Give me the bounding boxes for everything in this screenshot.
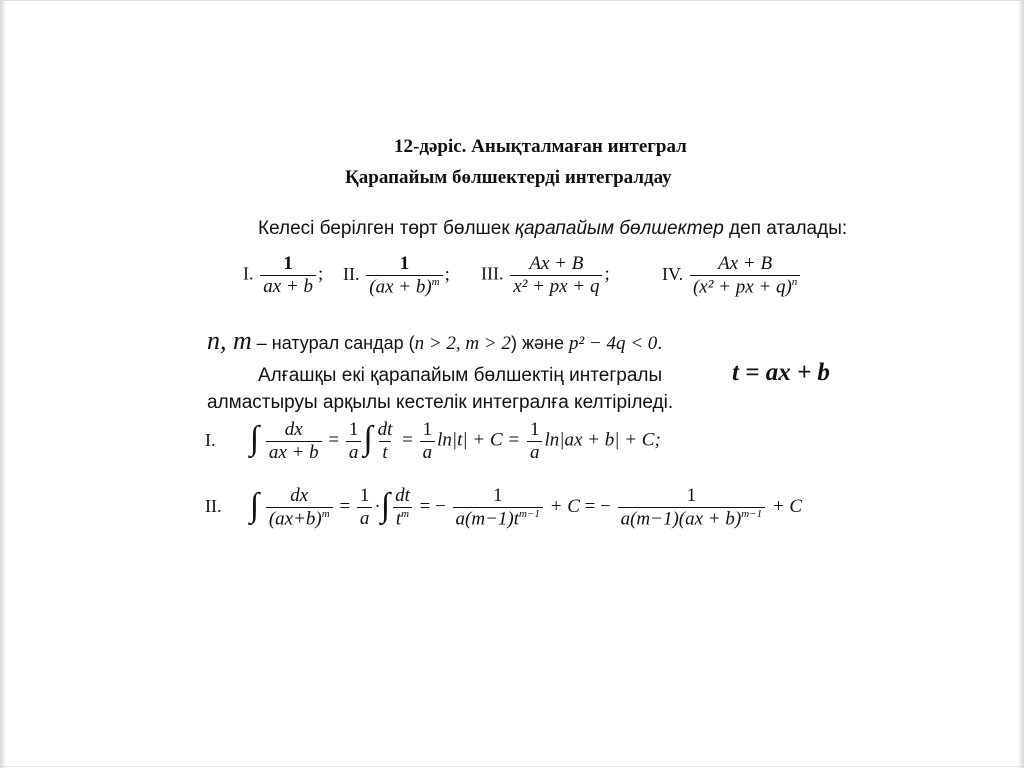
integral-sign: ∫ xyxy=(249,420,260,458)
formula-I xyxy=(205,419,661,464)
label-I: I. xyxy=(243,263,254,284)
formula-II-m: m xyxy=(321,507,330,520)
lecture-subtitle: Қарапайым бөлшектерді интегралдау xyxy=(345,167,672,188)
equals-minus-1: = − xyxy=(419,495,446,517)
right-shadow xyxy=(1018,1,1024,768)
condition-line xyxy=(207,326,662,356)
formula-II-dx: dx xyxy=(290,485,309,506)
formula-II-dt: dt xyxy=(395,485,410,506)
first-two-line1: Алғашқы екі қарапайым бөлшектің интегралы xyxy=(258,365,663,386)
formula-I-t: t xyxy=(379,441,390,464)
condition-text2: ) және xyxy=(510,333,569,353)
substitution: t = ax + b xyxy=(732,359,830,386)
formula-II-tm-exp: m xyxy=(401,507,410,520)
label-III: III. xyxy=(481,263,504,284)
formula-I-ln-t: ln|t| + C = xyxy=(437,429,521,451)
fraction-I-num: 1 xyxy=(283,253,293,274)
intro-after: деп аталады: xyxy=(723,218,848,239)
intro-emphasis: қарапайым бөлшектер xyxy=(514,218,724,239)
fraction-I-den: ax + b xyxy=(260,275,316,298)
integral-sign-4: ∫ xyxy=(380,486,391,524)
formula-I-label: I. xyxy=(205,429,216,450)
equals-3: = xyxy=(339,495,351,517)
formula-II-a: a xyxy=(357,507,373,530)
formula-I-a2: a xyxy=(420,441,436,464)
sep-II: ; xyxy=(444,263,450,285)
equals-2: = xyxy=(402,429,413,451)
formula-I-dt: dt xyxy=(377,419,393,440)
integral-sign-3: ∫ xyxy=(249,486,260,524)
formula-I-a: a xyxy=(346,441,362,464)
fraction-III-num: Ax + B xyxy=(529,253,584,274)
intro-before: Келесі берілген төрт бөлшек xyxy=(258,218,515,239)
condition-dot: . xyxy=(657,333,663,354)
fraction-II-num: 1 xyxy=(399,253,410,274)
condition-ineq2: p² − 4q < 0 xyxy=(568,333,658,354)
first-two-line2: алмастыруы арқылы кестелік интегралға келтіріледі. xyxy=(207,392,674,413)
formula-II-plus-c2: + C xyxy=(771,495,803,517)
label-II: II. xyxy=(343,263,360,284)
fraction-IV-num: Ax + B xyxy=(718,253,773,274)
integral-sign-2: ∫ xyxy=(363,420,373,458)
left-shadow xyxy=(0,1,6,768)
formula-II xyxy=(205,485,802,530)
formula-II-label: II. xyxy=(205,495,222,516)
formula-II-den2: a(m−1)t xyxy=(455,508,520,530)
formula-I-one-b: 1 xyxy=(422,419,433,440)
formula-I-ln-axb: ln|ax + b| + C; xyxy=(544,429,661,451)
fraction-IV xyxy=(662,253,802,298)
sep-III: ; xyxy=(604,263,610,285)
formula-I-one-a: 1 xyxy=(348,419,359,440)
dot-op: · xyxy=(374,495,381,517)
formula-II-den3-exp: m−1 xyxy=(741,507,763,520)
equals-minus-2: = − xyxy=(584,495,611,517)
lecture-title: 12-дәріс. Анықталмаған интеграл xyxy=(394,136,687,157)
formula-II-den1: (ax+b) xyxy=(268,508,322,530)
formula-II-one-c: 1 xyxy=(686,485,697,506)
condition-vars: n, m xyxy=(207,326,252,355)
formula-I-den: ax + b xyxy=(266,441,322,464)
formula-II-plus-c1: + C xyxy=(549,495,580,517)
fraction-III-den: x² + px + q xyxy=(510,275,602,298)
formula-I-dx: dx xyxy=(284,419,303,440)
formula-II-tm: t xyxy=(395,508,402,530)
fraction-I xyxy=(243,253,323,298)
formula-II-one-a: 1 xyxy=(359,485,370,507)
label-IV: IV. xyxy=(662,263,684,284)
fraction-IV-den: (x² + px + q) xyxy=(692,276,792,298)
fraction-IV-exp: n xyxy=(791,275,798,288)
condition-text1: – натурал сандар ( xyxy=(251,333,415,353)
condition-ineq1: n > 2, m > 2 xyxy=(414,333,511,354)
sep-I: ; xyxy=(318,263,324,285)
equals-1: = xyxy=(328,429,340,451)
fraction-III xyxy=(481,253,610,298)
fraction-II-den: (ax + b) xyxy=(369,276,432,298)
fraction-II xyxy=(343,253,450,298)
fraction-II-exp: m xyxy=(431,275,440,288)
intro-text xyxy=(258,218,847,240)
formula-II-one-b: 1 xyxy=(492,485,503,506)
formula-II-den3: a(m−1)(ax + b) xyxy=(620,508,742,530)
formula-I-a3: a xyxy=(527,441,543,464)
formula-I-one-c: 1 xyxy=(529,419,540,440)
formula-II-den2-exp: m−1 xyxy=(519,507,540,520)
